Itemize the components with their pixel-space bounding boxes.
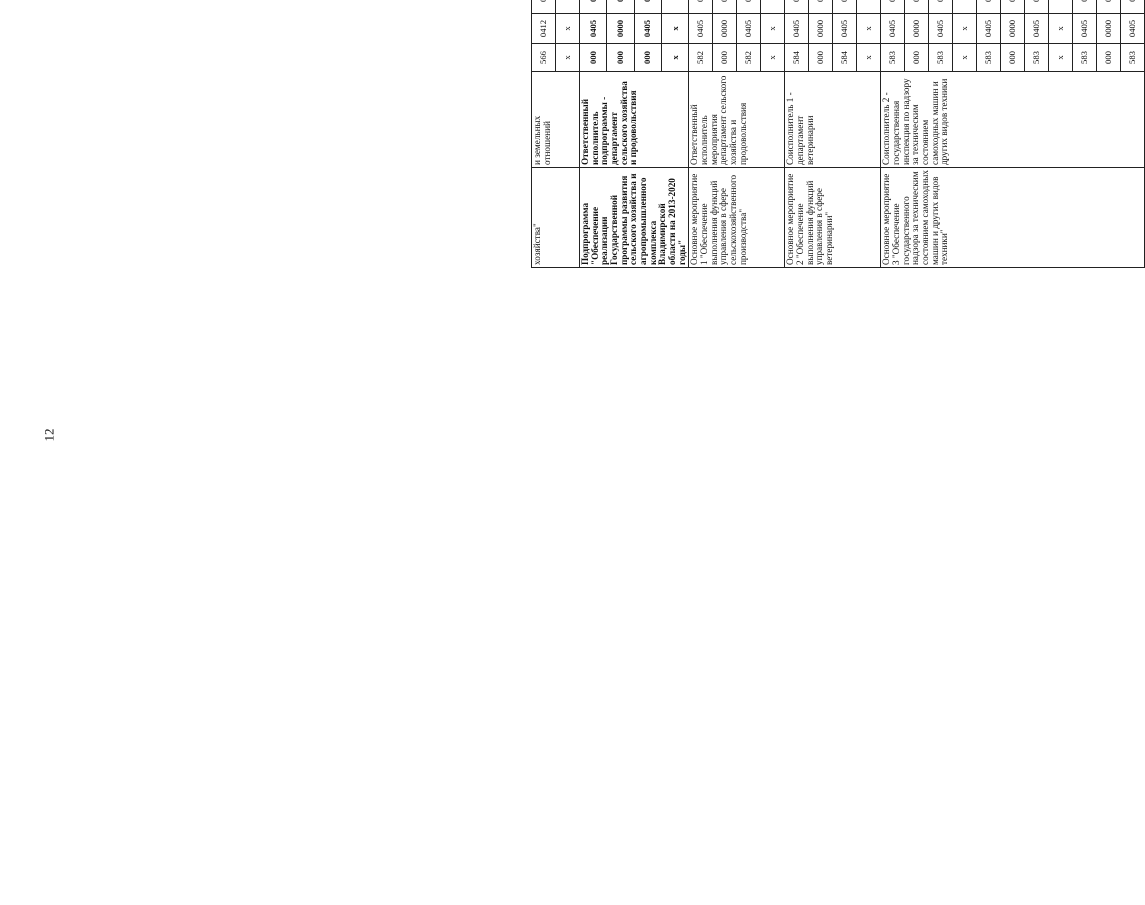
cell-executor: и земельных отношений (532, 72, 580, 168)
cell-grbs: 000 (713, 44, 737, 72)
page-number: 12 (41, 428, 57, 442)
cell-grbs: 566 (532, 44, 556, 72)
cell-grbs: х (1049, 44, 1073, 72)
cell-name: хозяйства" (532, 168, 580, 268)
cell-csr (634, 0, 661, 14)
cell-grbs: 583 (1025, 44, 1049, 72)
cell-rz-pr: 0000 (1001, 14, 1025, 44)
cell-name: Основное мероприятие 3 "Обеспечение государственного надзора за техническим состоянием самоходных машин и других видов техники" (881, 168, 1145, 268)
cell-csr (905, 0, 929, 14)
cell-rz-pr: х (1049, 14, 1073, 44)
cell-csr (737, 0, 761, 14)
cell-csr (1073, 0, 1097, 14)
table-row (689, 0, 713, 268)
cell-grbs: 584 (785, 44, 809, 72)
cell-rz-pr: 0000 (809, 14, 833, 44)
cell-grbs: 582 (737, 44, 761, 72)
cell-grbs: 000 (634, 44, 661, 72)
table-row (580, 0, 607, 268)
cell-csr (785, 0, 809, 14)
table-row (785, 0, 809, 268)
cell-grbs: 583 (1073, 44, 1097, 72)
cell-csr (809, 0, 833, 14)
cell-grbs: 583 (977, 44, 1001, 72)
cell-grbs: х (953, 44, 977, 72)
cell-csr (1025, 0, 1049, 14)
budget-table-body (532, 0, 1145, 268)
cell-rz-pr: х (857, 14, 881, 44)
cell-rz-pr: 0405 (580, 14, 607, 44)
cell-csr (1121, 0, 1145, 14)
budget-table-container (531, 0, 1138, 268)
cell-grbs: 583 (1121, 44, 1145, 72)
cell-grbs: 000 (607, 44, 634, 72)
cell-rz-pr: х (556, 14, 580, 44)
cell-csr (661, 0, 688, 14)
cell-csr (1097, 0, 1121, 14)
cell-grbs: 000 (809, 44, 833, 72)
cell-rz-pr: 0405 (785, 14, 809, 44)
cell-csr (580, 0, 607, 14)
cell-grbs: 000 (1001, 44, 1025, 72)
cell-csr (929, 0, 953, 14)
cell-rz-pr: х (761, 14, 785, 44)
cell-grbs: 583 (929, 44, 953, 72)
cell-csr (833, 0, 857, 14)
cell-name: Основное мероприятие 1 "Обеспечение выполнения функций управления в сфере сельскохозяйственного производства" (689, 168, 785, 268)
cell-rz-pr: 0405 (1121, 14, 1145, 44)
cell-csr (607, 0, 634, 14)
cell-grbs: х (857, 44, 881, 72)
cell-rz-pr: 0405 (977, 14, 1001, 44)
cell-csr (857, 0, 881, 14)
cell-rz-pr: 0000 (607, 14, 634, 44)
cell-rz-pr: х (661, 14, 688, 44)
cell-grbs: 582 (689, 44, 713, 72)
cell-csr (1049, 0, 1073, 14)
rotated-table-area (79, 0, 1138, 905)
cell-rz-pr: 0405 (634, 14, 661, 44)
cell-name: Подпрограмма "Обеспечение реализации Государственной программы развития сельского хозяйства и агропромышленного комплекса Владимирской области на 2013-2020 годы" (580, 168, 689, 268)
cell-csr (881, 0, 905, 14)
cell-executor: Соисполнитель 1 - департамент ветеринарии (785, 72, 881, 168)
cell-csr (532, 0, 556, 14)
cell-executor: Ответственный исполнитель мероприятия департамент сельского хозяйства и продовольствия (689, 72, 785, 168)
cell-rz-pr: 0405 (1025, 14, 1049, 44)
cell-csr (761, 0, 785, 14)
cell-rz-pr: х (953, 14, 977, 44)
cell-rz-pr: 0405 (929, 14, 953, 44)
cell-rz-pr: 0405 (833, 14, 857, 44)
table-row (881, 0, 905, 268)
cell-csr (977, 0, 1001, 14)
cell-rz-pr: 0405 (1073, 14, 1097, 44)
cell-grbs: х (661, 44, 688, 72)
cell-grbs: 000 (1097, 44, 1121, 72)
cell-rz-pr: 0405 (737, 14, 761, 44)
cell-name: Основное мероприятие 2 "Обеспечение выполнения функций управления в сфере ветеринарии" (785, 168, 881, 268)
cell-grbs: 000 (580, 44, 607, 72)
cell-rz-pr: 0000 (1097, 14, 1121, 44)
cell-csr (1001, 0, 1025, 14)
cell-grbs: х (556, 44, 580, 72)
cell-executor: Соисполнитель 2 - государственная инспекция по надзору за техническим состоянием самоходных машин и других видов техники (881, 72, 1145, 168)
cell-grbs: 584 (833, 44, 857, 72)
cell-csr (689, 0, 713, 14)
cell-csr (953, 0, 977, 14)
cell-csr (713, 0, 737, 14)
cell-grbs: 583 (881, 44, 905, 72)
cell-csr (556, 0, 580, 14)
cell-grbs: 000 (905, 44, 929, 72)
cell-executor: Ответственный исполнитель подпрограммы - департамент сельского хозяйства и продовольствия (580, 72, 689, 168)
table-row (532, 0, 556, 268)
cell-grbs: х (761, 44, 785, 72)
budget-table (531, 0, 1145, 268)
cell-rz-pr: 0405 (689, 14, 713, 44)
cell-rz-pr: 0405 (881, 14, 905, 44)
cell-rz-pr: 0412 (532, 14, 556, 44)
cell-rz-pr: 0000 (905, 14, 929, 44)
cell-rz-pr: 0000 (713, 14, 737, 44)
